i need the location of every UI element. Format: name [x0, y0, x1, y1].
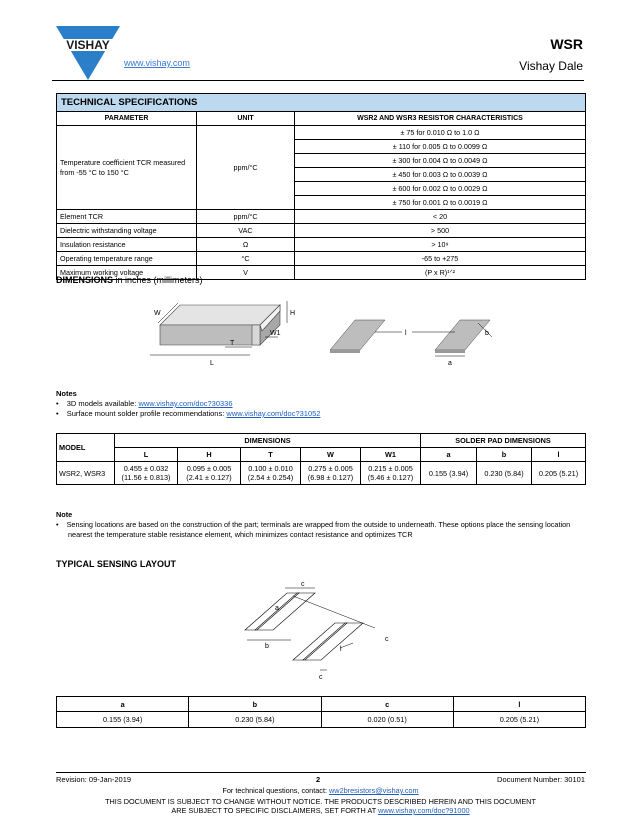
pad-label-l: l [405, 330, 407, 337]
sense-label-c-top: c [301, 581, 305, 588]
tcr-value: ± 600 for 0.002 Ω to 0.0029 Ω [295, 182, 586, 196]
notes-heading: Notes [56, 389, 77, 398]
solder-pad-right [435, 320, 490, 350]
footer-disclaimer-line1: THIS DOCUMENT IS SUBJECT TO CHANGE WITHOUT NOTICE. THE PRODUCTS DESCRIBED HEREIN AND THIS DOCUMENT [105, 797, 536, 806]
sense-col: b [189, 697, 321, 712]
footer-page-number: 2 [316, 775, 321, 784]
sense-label-a: a [275, 605, 279, 612]
vishay-logo [52, 26, 124, 80]
notes-item [56, 409, 320, 419]
tcr-label: Temperature coefficient TCR measured from -55 °C to 150 °C [57, 126, 197, 210]
col-solder-pad: SOLDER PAD DIMENSIONS [421, 434, 586, 448]
dim-cell: 0.095 ± 0.005 (2.41 ± 0.127) [178, 462, 241, 485]
col-unit: UNIT [197, 112, 295, 126]
sub-header: T [241, 448, 301, 462]
sub-header: W [301, 448, 361, 462]
tcr-value: ± 300 for 0.004 Ω to 0.0049 Ω [295, 154, 586, 168]
sensing-layout-drawing [235, 578, 405, 686]
sense-pad-right [293, 623, 363, 660]
3d-models-link[interactable]: www.vishay.com/doc?30336 [138, 399, 233, 408]
dim-cell: 0.205 (5.21) [532, 462, 586, 485]
footer-disclaimer-text: ARE SUBJECT TO SPECIFIC DISCLAIMERS, SET FORTH AT [171, 806, 379, 815]
dim-cell: 0.275 ± 0.005 (6.98 ± 0.127) [301, 462, 361, 485]
solder-pad-left [330, 320, 385, 350]
dimensions-subtitle: in inches (millimeters) [115, 275, 203, 285]
dim-label-w1: W1 [270, 330, 281, 337]
footer-divider [56, 772, 586, 773]
col-parameter: PARAMETER [57, 112, 197, 126]
sensing-note-heading: Note [56, 510, 73, 519]
notes-section [56, 389, 320, 419]
col-model: MODEL [57, 434, 115, 462]
notes-item-text: 3D models available: [66, 399, 139, 408]
dim-cell: 0.455 ± 0.032 (11.56 ± 0.813) [115, 462, 178, 485]
spec-unit: °C [197, 252, 295, 266]
dim-cell: 0.230 (5.84) [477, 462, 532, 485]
disclaimer-link[interactable]: www.vishay.com/doc?91000 [378, 806, 470, 815]
spec-value: (P x R)¹ᐟ² [295, 266, 586, 280]
doc-brand: Vishay Dale [519, 59, 583, 73]
spec-param: Insulation resistance [57, 238, 197, 252]
tcr-value: ± 110 for 0.005 Ω to 0.0099 Ω [295, 140, 586, 154]
spec-unit: V [197, 266, 295, 280]
website-link[interactable]: www.vishay.com [124, 58, 190, 68]
sense-col: l [453, 697, 585, 712]
dim-cell: 0.100 ± 0.010 (2.54 ± 0.254) [241, 462, 301, 485]
footer-disclaimer-line2 [0, 806, 641, 815]
sub-header: W1 [361, 448, 421, 462]
spec-value: < 20 [295, 210, 586, 224]
spec-value: -65 to +275 [295, 252, 586, 266]
dim-label-h: H [290, 310, 296, 317]
tcr-value: ± 75 for 0.010 Ω to 1.0 Ω [295, 126, 586, 140]
dim-cell: 0.215 ± 0.005 (5.46 ± 0.127) [361, 462, 421, 485]
doc-code: WSR [550, 36, 583, 52]
sense-col: c [321, 697, 453, 712]
tcr-value: ± 450 for 0.003 Ω to 0.0039 Ω [295, 168, 586, 182]
logo-text: VISHAY [66, 38, 110, 52]
dim-label-t: T [230, 340, 235, 347]
footer-questions-text: For technical questions, contact: [222, 786, 330, 795]
questions-email-link[interactable]: ww2bresistors@vishay.com [329, 786, 419, 795]
sense-value: 0.205 (5.21) [453, 712, 585, 728]
dim-label-w: W [154, 310, 161, 317]
dim-cell: 0.155 (3.94) [421, 462, 477, 485]
resistor-body-drawing [160, 305, 280, 345]
dimensions-heading: DIMENSIONS [56, 275, 114, 285]
notes-item [56, 399, 320, 409]
col-characteristics: WSR2 AND WSR3 RESISTOR CHARACTERISTICS [295, 112, 586, 126]
dimensions-table [56, 433, 586, 485]
dimensions-drawing [130, 295, 520, 385]
footer-revision: Revision: 09-Jan-2019 [56, 775, 132, 784]
spec-param: Maximum working voltage [57, 266, 197, 280]
sense-label-c-bottom: c [319, 674, 323, 681]
solder-pad-right-edge [435, 350, 465, 353]
sub-header: l [532, 448, 586, 462]
tech-specs-table [56, 93, 586, 280]
footer-document-number: Document Number: 30101 [497, 775, 585, 784]
sensing-note-text: • Sensing locations are based on the construction of the part; terminals are wrapped from the outside to underneath. These options place the sensing location nearest the temperature stable resistance element, which minimizes contact resistance and optimizes TCR [56, 520, 588, 540]
pad-label-a: a [448, 360, 452, 367]
page-header [0, 0, 641, 90]
dim-label-l: L [210, 360, 214, 367]
sub-header: b [477, 448, 532, 462]
sub-header: H [178, 448, 241, 462]
sensing-layout-title: TYPICAL SENSING LAYOUT [56, 559, 177, 569]
sensing-table [56, 696, 586, 728]
sense-value: 0.155 (3.94) [57, 712, 189, 728]
tcr-unit: ppm/°C [197, 126, 295, 210]
tcr-value: ± 750 for 0.001 Ω to 0.0019 Ω [295, 196, 586, 210]
notes-item-text: Surface mount solder profile recommendations: [66, 409, 227, 418]
spec-param: Operating temperature range [57, 252, 197, 266]
solder-pad-left-edge [330, 350, 360, 353]
spec-param: Element TCR [57, 210, 197, 224]
model-cell: WSR2, WSR3 [57, 462, 115, 485]
sense-col: a [57, 697, 189, 712]
tech-specs-title: TECHNICAL SPECIFICATIONS [57, 94, 586, 112]
sense-label-l: l [340, 646, 342, 653]
solder-profile-link[interactable]: www.vishay.com/doc?31052 [226, 409, 321, 418]
sense-value: 0.020 (0.51) [321, 712, 453, 728]
sensing-note [56, 510, 588, 540]
sense-label-c-right: c [385, 636, 389, 643]
sense-pad-left [245, 593, 315, 630]
spec-param: Dielectric withstanding voltage [57, 224, 197, 238]
dimensions-title [56, 275, 203, 285]
sense-label-b: b [265, 643, 269, 650]
sub-header: L [115, 448, 178, 462]
spec-unit: VAC [197, 224, 295, 238]
sub-header: a [421, 448, 477, 462]
footer-questions [0, 786, 641, 795]
col-dimensions: DIMENSIONS [115, 434, 421, 448]
spec-value: > 10⁹ [295, 238, 586, 252]
header-divider [52, 80, 584, 81]
spec-unit: ppm/°C [197, 210, 295, 224]
spec-unit: Ω [197, 238, 295, 252]
sense-value: 0.230 (5.84) [189, 712, 321, 728]
spec-value: > 500 [295, 224, 586, 238]
pad-label-b: b [485, 330, 489, 337]
